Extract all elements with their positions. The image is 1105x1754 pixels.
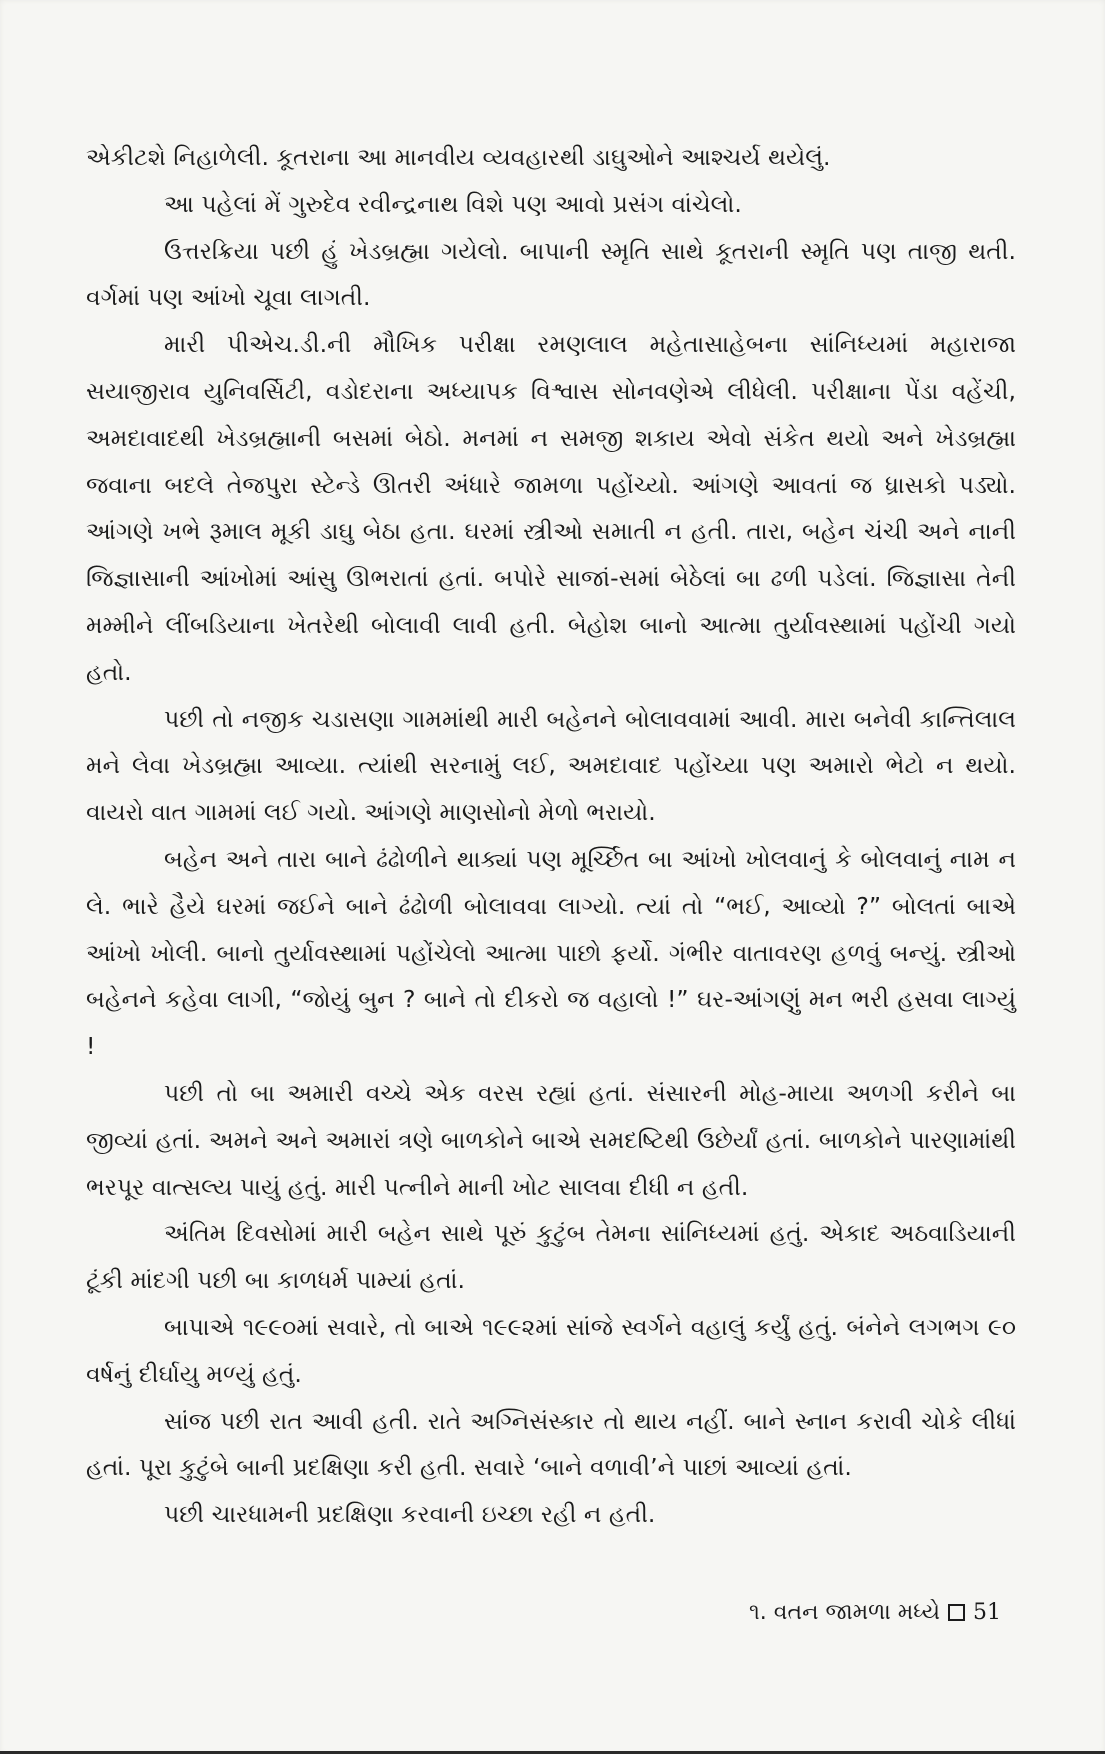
paragraph: બહેન અને તારા બાને ઢંઢોળીને થાક્યાં પણ મૂર્ચ્છિત બા આંખો ખોલવાનું કે બોલવાનું નામ ન લે. ભારે હૈયે ઘરમાં જઈને બાને ઢંઢોળી બોલાવવા લાગ્યો. ત્યાં તો “ભઈ, આવ્યો ?” બોલતાં બાએ આંખો ખોલી. બાનો તુર્યાવસ્થામાં પહોંચેલો આત્મા પાછો ફર્યો. ગંભીર વાતાવરણ હળવું બન્યું. સ્ત્રીઓ બહેનને કહેવા લાગી, “જોયું બુન ? બાને તો દીકરો જ વહાલો !” ઘર-આંગણું મન ભરી હસવા લાગ્યું ! <box>86 844 1016 1061</box>
chapter-title: ૧. વતન જામળા મધ્યે <box>749 1600 940 1625</box>
paragraph: આ પહેલાં મેં ગુરુદેવ રવીન્દ્રનાથ વિશે પણ આવો પ્રસંગ વાંચેલો. <box>164 189 742 218</box>
body-text <box>86 134 1016 1538</box>
paragraph: સાંજ પછી રાત આવી હતી. રાતે અગ્નિસંસ્કાર તો થાય નહીં. બાને સ્નાન કરાવી ચોકે લીધાં હતાં. પૂરા કુટુંબે બાની પ્રદક્ષિણા કરી હતી. સવારે ‘બાને વળાવી’ને પાછાં આવ્યાં હતાં. <box>86 1406 1016 1482</box>
paragraph: મારી પીએચ.ડી.ની મૌખિક પરીક્ષા રમણલાલ મહેતાસાહેબના સાંનિધ્યમાં મહારાજા સયાજીરાવ યુનિવર્સિટી, વડોદરાના અધ્યાપક વિશ્વાસ સોનવણેએ લીધેલી. પરીક્ષાના પેંડા વહેંચી, અમદાવાદથી ખેડબ્રહ્માની બસમાં બેઠો. મનમાં ન સમજી શકાય એવો સંકેત થયો અને ખેડબ્રહ્મા જવાના બદલે તેજપુરા સ્ટેન્ડે ઊતરી અંધારે જામળા પહોંચ્યો. આંગણે આવતાં જ ધ્રાસકો પડ્યો. આંગણે ખભે રૂમાલ મૂકી ડાઘુ બેઠા હતા. ઘરમાં સ્ત્રીઓ સમાતી ન હતી. તારા, બહેન ચંચી અને નાની જિજ્ઞાસાની આંખોમાં આંસુ ઊભરાતાં હતાં. બપોરે સાજાં-સમાં બેઠેલાં બા ઢળી પડેલાં. જિજ્ઞાસા તેની મમ્મીને લીંબડિયાના ખેતરેથી બોલાવી લાવી હતી. બેહોશ બાનો આત્મા તુર્યાવસ્થામાં પહોંચી ગયો હતો. <box>86 330 1016 686</box>
paragraph: અંતિમ દિવસોમાં મારી બહેન સાથે પૂરું કુટુંબ તેમના સાંનિધ્યમાં હતું. એકાદ અઠવાડિયાની ટૂંકી માંદગી પછી બા કાળધર્મ પામ્યાં હતાં. <box>86 1219 1016 1295</box>
paragraph: પછી તો બા અમારી વચ્ચે એક વરસ રહ્યાં હતાં. સંસારની મોહ-માયા અળગી કરીને બા જીવ્યાં હતાં. અમને અને અમારાં ત્રણે બાળકોને બાએ સમદષ્ટિથી ઉછેર્યાં હતાં. બાળકોને પારણામાંથી ભરપૂર વાત્સલ્ય પાયું હતું. મારી પત્નીને માની ખોટ સાલવા દીધી ન હતી. <box>86 1078 1016 1201</box>
page-number: 51 <box>973 1600 1001 1625</box>
paragraph: બાપાએ ૧૯૯૦માં સવારે, તો બાએ ૧૯૯૨માં સાંજે સ્વર્ગને વહાલું કર્યું હતું. બંનેને લગભગ ૯૦ વર્ષનું દીર્ઘાયુ મળ્યું હતું. <box>86 1312 1016 1388</box>
paragraph: પછી ચારધામની પ્રદક્ષિણા કરવાની ઇચ્છા રહી ન હતી. <box>164 1500 656 1529</box>
paragraph: ઉત્તરક્રિયા પછી હું ખેડબ્રહ્મા ગયેલો. બાપાની સ્મૃતિ સાથે કૂતરાની સ્મૃતિ પણ તાજી થતી. વર્ગમાં પણ આંખો ચૂવા લાગતી. <box>86 236 1016 312</box>
square-outline-icon <box>948 1604 965 1621</box>
page-footer <box>749 1600 1001 1625</box>
paragraph: એકીટશે નિહાળેલી. કૂતરાના આ માનવીય વ્યવહારથી ડાઘુઓને આશ્ચર્ય થયેલું. <box>86 143 831 171</box>
paragraph: પછી તો નજીક ચડાસણા ગામમાંથી મારી બહેનને બોલાવવામાં આવી. મારા બનેવી કાન્તિલાલ મને લેવા ખેડબ્રહ્મા આવ્યા. ત્યાંથી સરનામું લઈ, અમદાવાદ પહોંચ્યા પણ અમારો ભેટો ન થયો. વાયરો વાત ગામમાં લઈ ગયો. આંગણે માણસોનો મેળો ભરાયો. <box>86 704 1016 827</box>
